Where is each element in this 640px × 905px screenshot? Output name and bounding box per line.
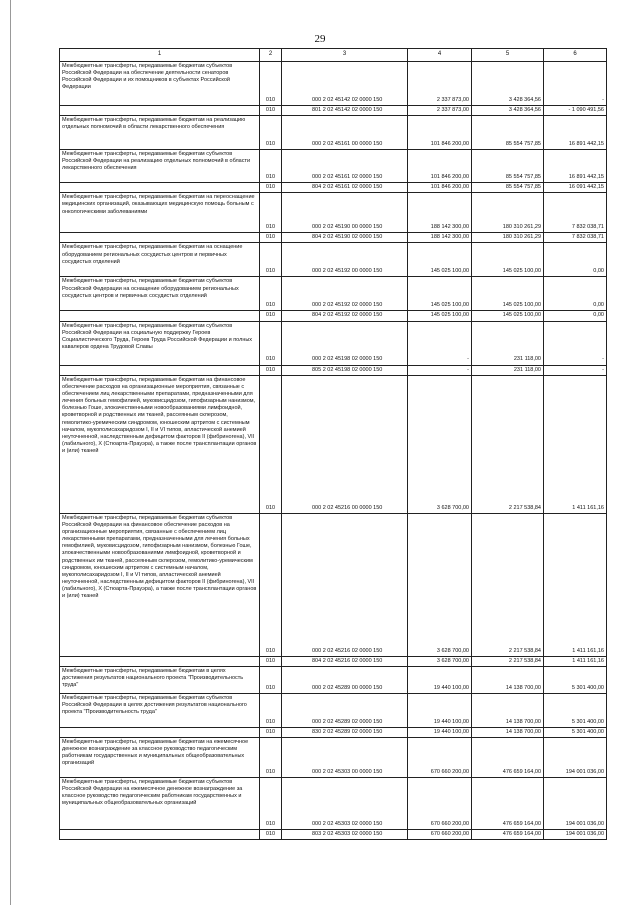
- header-cell: 3: [282, 49, 408, 62]
- row-code-cell: 010: [260, 693, 282, 727]
- table-row: [60, 321, 607, 365]
- row-kbk-cell: 804 2 02 45216 02 0000 150: [282, 656, 408, 666]
- table-row: [60, 193, 607, 233]
- table-row: [60, 243, 607, 277]
- row-code-cell: 010: [260, 321, 282, 365]
- table-row: [60, 777, 607, 829]
- row-executed-cell: 14 138 700,00: [472, 693, 544, 727]
- table-row: [60, 656, 607, 666]
- row-code-cell: 010: [260, 656, 282, 666]
- row-name-cell: Межбюджетные трансферты, передаваемые бюджетам субъектов Российской Федерации в целях достижения результатов национального проекта "Производительность труда": [60, 693, 260, 727]
- page-edge-line: [10, 0, 11, 905]
- row-remainder-cell: 0,00: [544, 311, 607, 321]
- row-remainder-cell: 0,00: [544, 277, 607, 311]
- row-kbk-cell: 000 2 02 45198 02 0000 150: [282, 321, 408, 365]
- row-name-cell: Межбюджетные трансферты, передаваемые бюджетам на переоснащение медицинских организаций, оказывающих медицинскую помощь больным с онкологическими заболеваниями: [60, 193, 260, 233]
- row-code-cell: 010: [260, 62, 282, 106]
- row-code-cell: 010: [260, 666, 282, 693]
- row-kbk-cell: 000 2 02 45289 02 0000 150: [282, 693, 408, 727]
- row-code-cell: 010: [260, 727, 282, 737]
- row-executed-cell: 85 554 757,85: [472, 116, 544, 150]
- row-name-cell: Межбюджетные трансферты, передаваемые бюджетам субъектов Российской Федерации на реализацию отдельных полномочий в области лекарственного обеспечения: [60, 150, 260, 183]
- row-plan-cell: 101 846 200,00: [408, 116, 472, 150]
- row-remainder-cell: 7 832 038,71: [544, 233, 607, 243]
- row-kbk-cell: 804 2 02 45190 02 0000 150: [282, 233, 408, 243]
- row-code-cell: 010: [260, 106, 282, 116]
- row-executed-cell: 85 554 757,85: [472, 183, 544, 193]
- row-executed-cell: 2 217 538,84: [472, 375, 544, 513]
- row-executed-cell: 14 138 700,00: [472, 666, 544, 693]
- table-body: [60, 62, 607, 840]
- row-name-cell: Межбюджетные трансферты, передаваемые бюджетам на ежемесячное денежное вознаграждение за классное руководство педагогическим работникам государственных и муниципальных общеобразовательных организаций: [60, 737, 260, 777]
- table-row: [60, 513, 607, 656]
- header-cell: 4: [408, 49, 472, 62]
- row-executed-cell: 145 025 100,00: [472, 243, 544, 277]
- row-code-cell: 010: [260, 737, 282, 777]
- row-plan-cell: 101 846 200,00: [408, 150, 472, 183]
- page-number: 29: [314, 33, 326, 45]
- table-row: [60, 727, 607, 737]
- row-name-cell: Межбюджетные трансферты, передаваемые бюджетам на реализацию отдельных полномочий в области лекарственного обеспечения: [60, 116, 260, 150]
- row-kbk-cell: 000 2 02 45216 00 0000 150: [282, 375, 408, 513]
- row-name-cell: Межбюджетные трансферты, передаваемые бюджетам в целях достижения результатов национального проекта "Производительность труда": [60, 666, 260, 693]
- row-remainder-cell: 194 001 036,00: [544, 737, 607, 777]
- row-code-cell: 010: [260, 150, 282, 183]
- row-executed-cell: 180 310 261,29: [472, 233, 544, 243]
- row-plan-cell: 3 628 700,00: [408, 513, 472, 656]
- table-row: [60, 62, 607, 106]
- row-code-cell: 010: [260, 311, 282, 321]
- row-executed-cell: 476 659 164,00: [472, 829, 544, 839]
- row-remainder-cell: 16 891 442,15: [544, 150, 607, 183]
- row-plan-cell: 2 337 873,00: [408, 62, 472, 106]
- row-plan-cell: 670 660 200,00: [408, 829, 472, 839]
- row-plan-cell: 19 440 100,00: [408, 666, 472, 693]
- row-remainder-cell: 16 891 442,15: [544, 116, 607, 150]
- row-kbk-cell: 000 2 02 45190 00 0000 150: [282, 193, 408, 233]
- row-executed-cell: 14 138 700,00: [472, 727, 544, 737]
- row-plan-cell: 3 628 700,00: [408, 656, 472, 666]
- row-remainder-cell: 5 301 400,00: [544, 693, 607, 727]
- row-kbk-cell: 801 2 02 45142 02 0000 150: [282, 106, 408, 116]
- row-name-cell: [60, 829, 260, 839]
- row-code-cell: 010: [260, 365, 282, 375]
- row-executed-cell: 3 428 364,56: [472, 106, 544, 116]
- row-code-cell: 010: [260, 193, 282, 233]
- table-row: [60, 233, 607, 243]
- row-remainder-cell: 1 411 161,16: [544, 375, 607, 513]
- row-executed-cell: 476 659 164,00: [472, 737, 544, 777]
- row-executed-cell: 85 554 757,85: [472, 150, 544, 183]
- row-remainder-cell: 1 411 161,16: [544, 513, 607, 656]
- row-remainder-cell: -: [544, 62, 607, 106]
- row-remainder-cell: 5 301 400,00: [544, 666, 607, 693]
- header-cell: 6: [544, 49, 607, 62]
- row-plan-cell: 188 142 300,00: [408, 233, 472, 243]
- row-name-cell: [60, 656, 260, 666]
- table-row: [60, 693, 607, 727]
- row-kbk-cell: 804 2 02 45192 02 0000 150: [282, 311, 408, 321]
- row-kbk-cell: 000 2 02 45192 02 0000 150: [282, 277, 408, 311]
- row-plan-cell: 188 142 300,00: [408, 193, 472, 233]
- table-row: [60, 666, 607, 693]
- row-executed-cell: 3 428 364,56: [472, 62, 544, 106]
- row-plan-cell: 101 846 200,00: [408, 183, 472, 193]
- row-plan-cell: -: [408, 365, 472, 375]
- row-remainder-cell: - 1 090 491,56: [544, 106, 607, 116]
- table-row: [60, 277, 607, 311]
- row-executed-cell: 231 118,00: [472, 321, 544, 365]
- row-plan-cell: 3 628 700,00: [408, 375, 472, 513]
- row-executed-cell: 476 659 164,00: [472, 777, 544, 829]
- row-plan-cell: 670 660 200,00: [408, 777, 472, 829]
- row-plan-cell: 145 025 100,00: [408, 243, 472, 277]
- row-kbk-cell: 000 2 02 45303 00 0000 150: [282, 737, 408, 777]
- row-executed-cell: 180 310 261,29: [472, 193, 544, 233]
- row-code-cell: 010: [260, 277, 282, 311]
- row-plan-cell: 19 440 100,00: [408, 693, 472, 727]
- row-kbk-cell: 000 2 02 45303 02 0000 150: [282, 777, 408, 829]
- row-kbk-cell: 830 2 02 45289 02 0000 150: [282, 727, 408, 737]
- row-remainder-cell: 7 832 038,71: [544, 193, 607, 233]
- row-remainder-cell: -: [544, 365, 607, 375]
- row-name-cell: [60, 233, 260, 243]
- row-remainder-cell: -: [544, 321, 607, 365]
- row-plan-cell: 145 025 100,00: [408, 311, 472, 321]
- row-remainder-cell: 194 001 036,00: [544, 777, 607, 829]
- row-remainder-cell: 1 411 161,16: [544, 656, 607, 666]
- row-kbk-cell: 000 2 02 45142 02 0000 150: [282, 62, 408, 106]
- header-cell: 1: [60, 49, 260, 62]
- row-kbk-cell: 000 2 02 45161 00 0000 150: [282, 116, 408, 150]
- table-row: [60, 150, 607, 183]
- row-executed-cell: 2 217 538,84: [472, 656, 544, 666]
- row-code-cell: 010: [260, 233, 282, 243]
- row-name-cell: [60, 183, 260, 193]
- budget-table: [59, 48, 607, 840]
- row-kbk-cell: 000 2 02 45216 02 0000 150: [282, 513, 408, 656]
- row-code-cell: 010: [260, 375, 282, 513]
- row-remainder-cell: 5 301 400,00: [544, 727, 607, 737]
- row-name-cell: Межбюджетные трансферты, передаваемые бюджетам субъектов Российской Федерации на социальную поддержку Героев Социалистического Труда, Героев Труда Российской Федерации и полных кавалеров ордена Трудовой Славы: [60, 321, 260, 365]
- row-name-cell: Межбюджетные трансферты, передаваемые бюджетам на оснащение оборудованием региональных сосудистых центров и первичных сосудистых отделений: [60, 243, 260, 277]
- row-plan-cell: 19 440 100,00: [408, 727, 472, 737]
- row-plan-cell: 145 025 100,00: [408, 277, 472, 311]
- table-row: [60, 375, 607, 513]
- row-name-cell: Межбюджетные трансферты, передаваемые бюджетам субъектов Российской Федерации на финансовое обеспечение расходов на организационные мероприятия, связанные с обеспечением лиц лекарственными препаратами, предназначенными для лечения больных гемофилией, муковисцидозом, гипофизарным нанизмом, болезнью Гоше, злокачественными новообразованиями лимфоидной, кроветворной и родственных им тканей, рассеянным склерозом, гемолитико-уремическим синдромом, юношеским артритом с системным началом, мукополисахаридозом I, II и VI типов, апластической анемией неуточненной, наследственным дефицитом факторов II (фибриногена), VII (лабильного), X (Стюарта-Прауэра), а также после трансплантации органов и (или) тканей: [60, 513, 260, 656]
- table-row: [60, 183, 607, 193]
- table-row: [60, 106, 607, 116]
- table-row: [60, 737, 607, 777]
- row-remainder-cell: 194 001 036,00: [544, 829, 607, 839]
- header-cell: 2: [260, 49, 282, 62]
- row-name-cell: [60, 365, 260, 375]
- table-row: [60, 365, 607, 375]
- row-kbk-cell: 805 2 02 45198 02 0000 150: [282, 365, 408, 375]
- row-code-cell: 010: [260, 243, 282, 277]
- table-header-row: [60, 49, 607, 62]
- row-plan-cell: 2 337 873,00: [408, 106, 472, 116]
- row-kbk-cell: 803 2 02 45303 02 0000 150: [282, 829, 408, 839]
- row-remainder-cell: 0,00: [544, 243, 607, 277]
- row-remainder-cell: 16 091 442,15: [544, 183, 607, 193]
- row-code-cell: 010: [260, 183, 282, 193]
- row-kbk-cell: 804 2 02 45161 02 0000 150: [282, 183, 408, 193]
- row-name-cell: Межбюджетные трансферты, передаваемые бюджетам субъектов Российской Федерации на оснащение оборудованием региональных сосудистых центров и первичных сосудистых отделений: [60, 277, 260, 311]
- row-plan-cell: 670 660 200,00: [408, 737, 472, 777]
- row-executed-cell: 145 025 100,00: [472, 311, 544, 321]
- row-code-cell: 010: [260, 777, 282, 829]
- row-kbk-cell: 000 2 02 45161 02 0000 150: [282, 150, 408, 183]
- row-name-cell: Межбюджетные трансферты, передаваемые бюджетам на финансовое обеспечение расходов на организационные мероприятия, связанные с обеспечением лиц лекарственными препаратами, предназначенными для лечения больных гемофилией, муковисцидозом, гипофизарным нанизмом, болезнью Гоше, злокачественными новообразованиями лимфоидной, кроветворной и родственных им тканей, рассеянным склерозом, гемолитико-уремическим синдромом, юношеским артритом с системным началом, мукополисахаридозом I, II и VI типов, апластической анемией неуточненной, наследственным дефицитом факторов II (фибриногена), VII (лабильного), X (Стюарта-Прауэра), а также после трансплантации органов и (или) тканей: [60, 375, 260, 513]
- row-executed-cell: 145 025 100,00: [472, 277, 544, 311]
- table-row: [60, 311, 607, 321]
- row-code-cell: 010: [260, 513, 282, 656]
- row-name-cell: [60, 727, 260, 737]
- row-name-cell: [60, 311, 260, 321]
- header-cell: 5: [472, 49, 544, 62]
- row-name-cell: [60, 106, 260, 116]
- row-executed-cell: 2 217 538,84: [472, 513, 544, 656]
- row-code-cell: 010: [260, 829, 282, 839]
- row-executed-cell: 231 118,00: [472, 365, 544, 375]
- table-row: [60, 116, 607, 150]
- row-kbk-cell: 000 2 02 45289 00 0000 150: [282, 666, 408, 693]
- row-name-cell: Межбюджетные трансферты, передаваемые бюджетам субъектов Российской Федерации на обеспечение деятельности сенаторов Российской Федерации и их помощников в субъектах Российской Федерации: [60, 62, 260, 106]
- row-code-cell: 010: [260, 116, 282, 150]
- row-kbk-cell: 000 2 02 45192 00 0000 150: [282, 243, 408, 277]
- row-name-cell: Межбюджетные трансферты, передаваемые бюджетам субъектов Российской Федерации на ежемесячное денежное вознаграждение за классное руководство педагогическим работникам государственных и муниципальных общеобразовательных организаций: [60, 777, 260, 829]
- row-plan-cell: -: [408, 321, 472, 365]
- table-row: [60, 829, 607, 839]
